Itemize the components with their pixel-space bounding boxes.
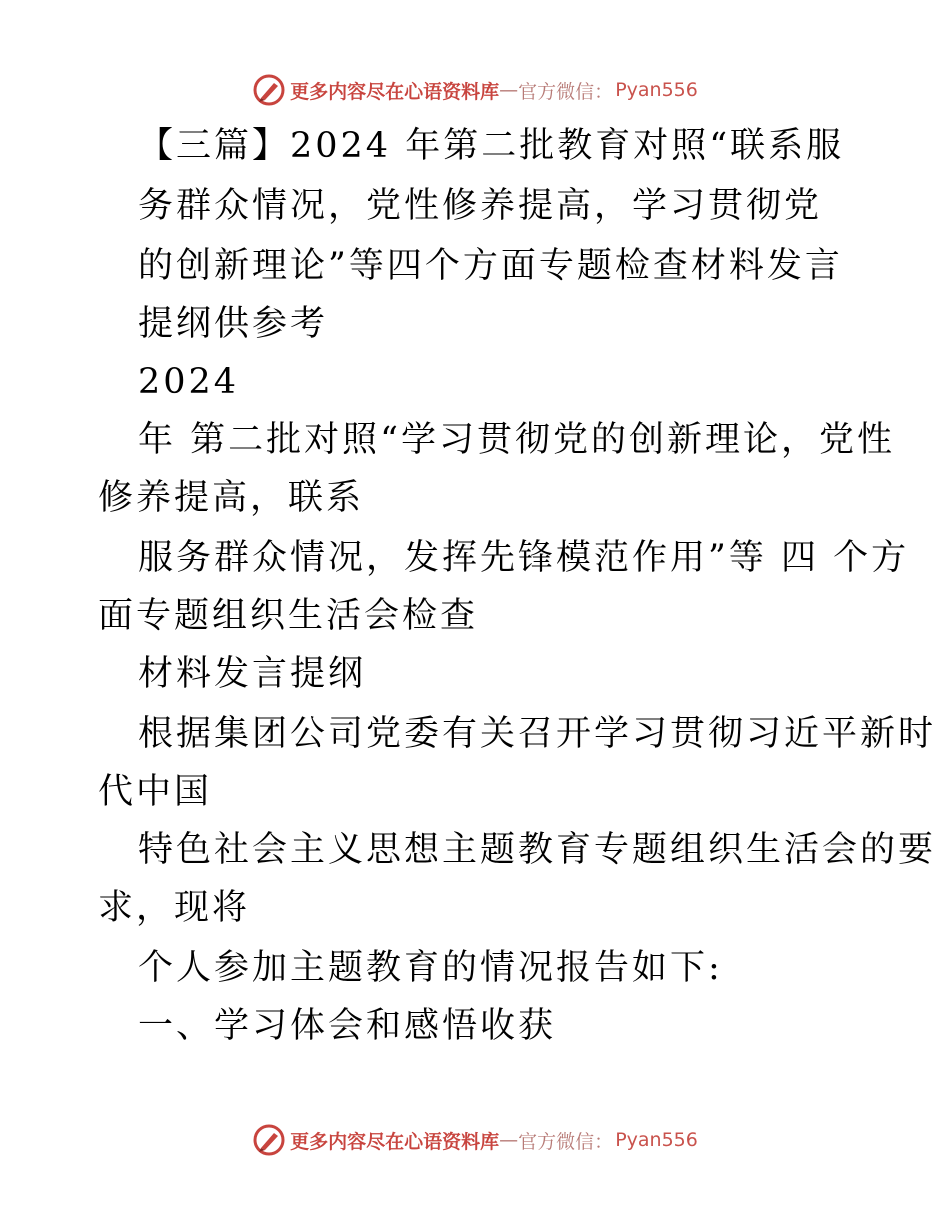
paragraph-line: 个人参加主题教育的情况报告如下: bbox=[138, 948, 723, 988]
paragraph-line: 面专题组织生活会检查 bbox=[98, 596, 479, 636]
paragraph-line: 特色社会主义思想主题教育专题组织生活会的要 bbox=[138, 830, 937, 870]
watermark-brand: Pyan556 bbox=[615, 1129, 698, 1151]
paragraph-line: 根据集团公司党委有关召开学习贯彻习近平新时 bbox=[138, 714, 937, 754]
paragraph-line: 代中国 bbox=[98, 772, 213, 812]
title-line-1: 【三篇】2024 年第二批教育对照“联系服 bbox=[138, 126, 845, 166]
watermark-prefix: 更多内容尽在心语资料库 bbox=[290, 80, 500, 103]
pen-logo-icon bbox=[252, 1123, 286, 1157]
watermark-dash: — bbox=[499, 1129, 519, 1151]
paragraph-line: 年 第二批对照“学习贯彻党的创新理论，党性 bbox=[138, 420, 896, 460]
paragraph-line: 2024 bbox=[138, 362, 240, 402]
section-heading: 一、学习体会和感悟收获 bbox=[138, 1006, 557, 1046]
title-line-4: 提纲供参考 bbox=[138, 304, 329, 344]
paragraph-line: 服务群众情况，发挥先锋模范作用”等 四 个方 bbox=[138, 538, 910, 578]
watermark-brand: Pyan556 bbox=[615, 79, 698, 101]
title-line-2: 务群众情况，党性修养提高，学习贯彻党 bbox=[138, 186, 823, 226]
title-line-3: 的创新理论”等四个方面专题检查材料发言 bbox=[138, 246, 843, 286]
watermark-middle: 官方微信： bbox=[518, 80, 614, 103]
paragraph-line: 材料发言提纲 bbox=[138, 654, 367, 694]
watermark-dash: — bbox=[499, 79, 519, 101]
watermark-prefix: 更多内容尽在心语资料库 bbox=[290, 1130, 500, 1153]
paragraph-line: 求，现将 bbox=[98, 888, 251, 928]
footer-watermark bbox=[0, 1120, 950, 1160]
paragraph-line: 修养提高，联系 bbox=[98, 478, 365, 518]
watermark-middle: 官方微信： bbox=[518, 1130, 614, 1153]
